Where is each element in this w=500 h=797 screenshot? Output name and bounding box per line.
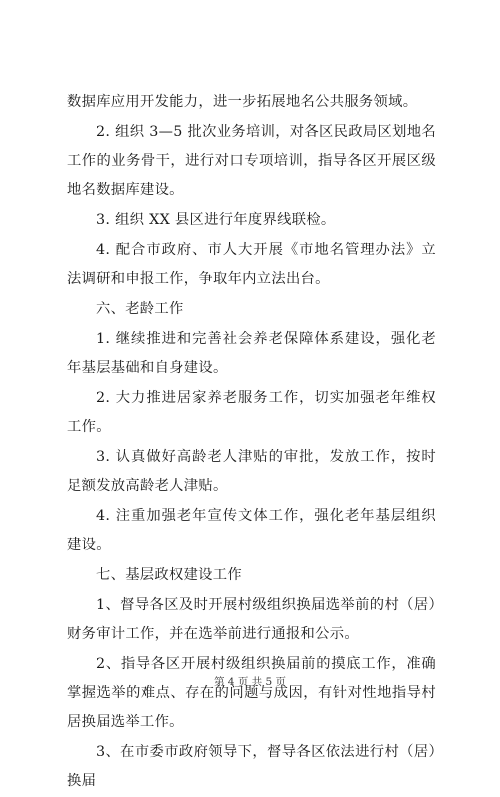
paragraph-item-elderly-allowance: 3. 认真做好高龄老人津贴的审批，发放工作，按时足额发放高龄老人津贴。 <box>67 449 436 494</box>
paragraph-item-pension-system: 1. 继续推进和完善社会养老保障体系建设，强化老年基层基础和自身建设。 <box>67 331 436 376</box>
paragraph-item-boundary-check: 3. 组织 XX 县区进行年度界线联检。 <box>96 212 336 228</box>
paragraph-item-audit: 1、督导各区及时开展村级组织换届选举前的村（居）财务审计工作，并在选举前进行通报和公示。 <box>67 597 436 642</box>
paragraph-item-training: 2. 组织 3—5 批次业务培训，对各区民政局区划地名工作的业务骨干，进行对口专项培训，指导各区开展区级地名数据库建设。 <box>67 124 436 198</box>
paragraph-item-legislation: 4. 配合市政府、市人大开展《市地名管理办法》立法调研和申报工作，争取年内立法出台。 <box>67 242 436 287</box>
paragraph-item-survey: 2、指导各区开展村级组织换届前的摸底工作，准确掌握选举的难点、存在的问题与成因，有针对性地指导村居换届选举工作。 <box>67 656 436 730</box>
document-body <box>67 88 436 797</box>
section-heading-grassroots: 七、基层政权建设工作 <box>96 567 242 583</box>
page-number-footer: 第 4 页 共 5 页 <box>213 676 287 688</box>
paragraph-item-election: 3、在市委市政府领导下，督导各区依法进行村（居）换届 <box>67 744 436 789</box>
paragraph-item-culture: 4. 注重加强老年宣传文体工作，强化老年基层组织建设。 <box>67 508 436 553</box>
section-heading-elderly-work: 六、老龄工作 <box>96 301 184 317</box>
paragraph-item-home-care: 2. 大力推进居家养老服务工作，切实加强老年维权工作。 <box>67 390 436 435</box>
paragraph-continuation: 数据库应用开发能力，进一步拓展地名公共服务领域。 <box>67 94 418 110</box>
